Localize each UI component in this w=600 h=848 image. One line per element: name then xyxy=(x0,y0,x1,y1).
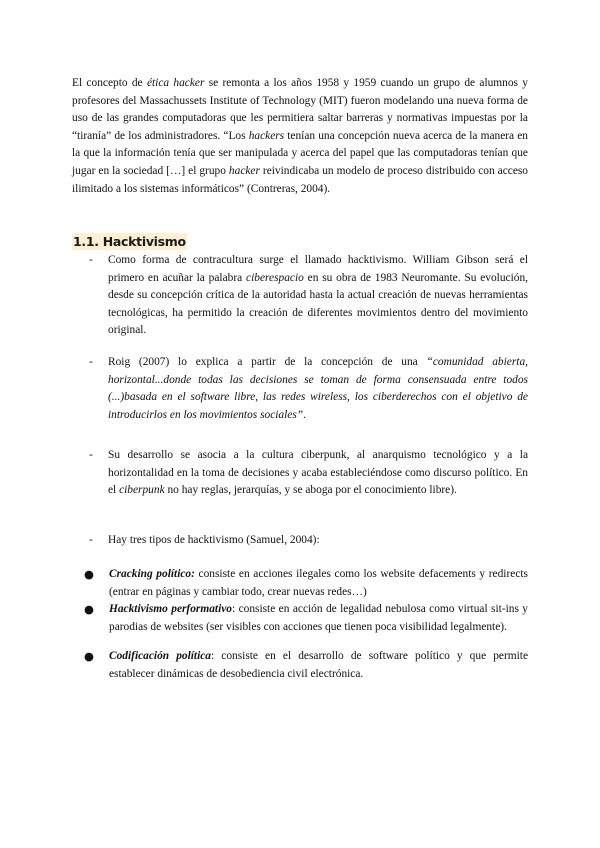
dash-item-emphasis-quote: “comunidad abierta, horizontal...donde todas las decisiones se toman de forma consensuada entre todos (...)basada en el software libre, las redes wireless, los ciberderechos con el objetivo de introducirlos en los movimientos sociales” xyxy=(108,356,528,421)
bullet-description: consiste en acciones ilegales como los website defacements y redirects (entrar en páginas y cambiar todo, crear nuevas redes…) xyxy=(109,568,528,598)
bullet-description: : consiste en el desarrollo de software político y que permite establecer dinámicas de desobediencia civil electrónica. xyxy=(109,650,528,680)
intro-text-1: El concepto de xyxy=(72,77,147,89)
dash-marker: - xyxy=(89,356,93,368)
bullet-list-item xyxy=(84,601,528,636)
dash-item-text xyxy=(108,354,528,424)
intro-paragraph xyxy=(72,75,528,198)
dash-item-text-a: Como forma de contracultura surge el llamado hacktivismo. William Gibson será el primero en acuñar la palabra xyxy=(108,254,528,284)
dash-item-emphasis: ciberpunk xyxy=(119,484,165,497)
bullet-term: Hacktivismo performativo xyxy=(109,603,232,615)
dash-item-text-a: Hay tres tipos de hacktivismo (Samuel, 2004): xyxy=(108,534,320,546)
intro-emphasis-hackers: hackers xyxy=(248,129,285,142)
dash-item-text-a: Roig (2007) lo explica a partir de la concepción de una xyxy=(108,356,427,368)
dash-item-text-b: en su obra de 1983 Neuromante. Su evolución, desde su concepción crítica de la autoridad hasta la actual creación de nuevas herramientas tecnológicas, ha permitido la creación de diferentes movimientos dentro del movimiento original. xyxy=(108,271,529,337)
bullet-term: Cracking político: xyxy=(109,568,195,580)
intro-emphasis-etica-hacker: ética hacker xyxy=(146,77,205,89)
dash-list-item xyxy=(89,447,528,500)
intro-emphasis-hacker: hacker xyxy=(228,164,260,177)
section-heading xyxy=(72,234,187,249)
dash-item-text xyxy=(108,447,528,500)
dash-marker: - xyxy=(89,449,93,461)
dash-marker: - xyxy=(89,534,93,546)
dash-item-text xyxy=(108,252,528,340)
bullet-icon: ● xyxy=(84,567,94,581)
bullet-list-item xyxy=(84,648,528,683)
dash-item-text-b: . xyxy=(303,408,306,421)
bullet-icon: ● xyxy=(84,649,94,663)
bullet-list-item xyxy=(84,566,528,601)
dash-item-text-b: no hay reglas, jerarquías, y se aboga por el conocimiento libre). xyxy=(164,484,457,497)
bullet-description: : consiste en acción de legalidad nebulosa como virtual sit-ins y parodias de websites (ser visibles con acciones que tienen poca visibilidad legalmente). xyxy=(109,603,528,633)
dash-marker: - xyxy=(89,254,93,266)
dash-item-emphasis: ciberespacio xyxy=(246,271,304,284)
intro-text-3: tenían una concepción nueva acerca de la manera en la que la información tenía que ser manipulada y acerca del papel que las computadoras tenían que jugar en la sociedad […] el grupo xyxy=(72,129,529,177)
bullet-item-text xyxy=(109,648,528,683)
dash-list-item xyxy=(89,532,528,550)
dash-item-text xyxy=(108,532,528,550)
dash-list-item xyxy=(89,252,528,340)
bullet-item-text xyxy=(109,566,528,601)
bullet-term: Codificación política xyxy=(109,650,212,662)
section-heading-text: 1.1. Hacktivismo xyxy=(73,234,186,249)
intro-text-2: se remonta a los años 1958 y 1959 cuando un grupo de alumnos y profesores del Massachussets Institute of Technology (MIT) fueron modelando una nueva forma de uso de las grandes computadoras que les permitiera saltar barreras y normativas impuestas por la “tiranía” de los administradores. “Los xyxy=(72,77,528,142)
bullet-icon: ● xyxy=(84,602,94,616)
dash-list-item xyxy=(89,354,528,424)
intro-text-4: reivindicaba un modelo de proceso distribuido con acceso ilimitado a los sistemas informáticos” (Contreras, 2004). xyxy=(72,164,529,195)
dash-item-text-a: Su desarrollo se asocia a la cultura ciberpunk, al anarquismo tecnológico y a la horizontalidad en la toma de decisiones y acaba estableciéndose como discurso político. En el xyxy=(108,449,528,497)
bullet-item-text xyxy=(109,601,528,636)
